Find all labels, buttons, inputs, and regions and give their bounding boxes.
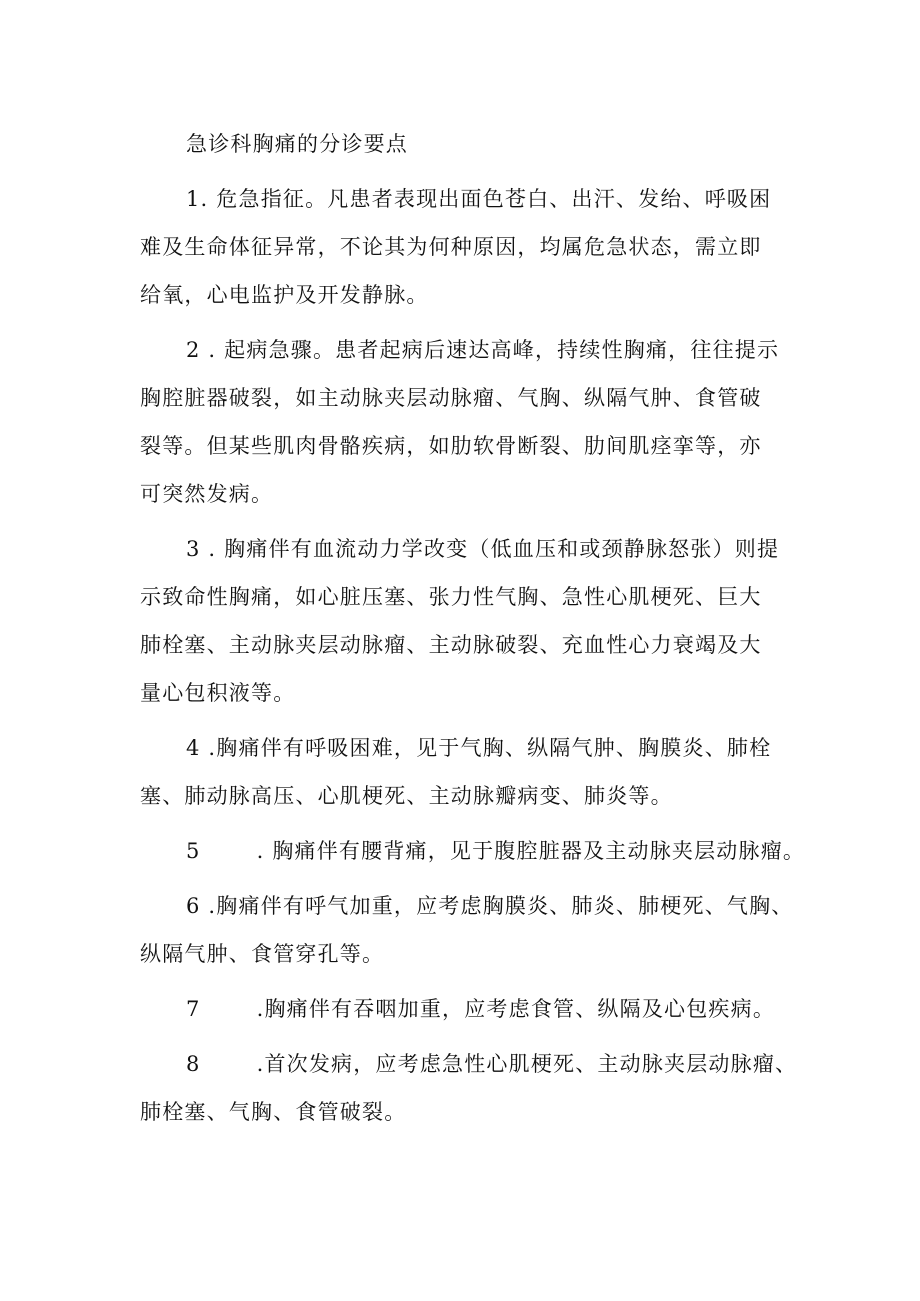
paragraph-line: 给氧，心电监护及开发静脉。 [140,283,429,307]
paragraph-line: 1. 危急指征。凡患者表现出面色苍白、出汗、发绐、呼吸困 [186,187,772,211]
paragraph-2 [140,326,805,518]
paragraph-line: 塞、肺动脉高压、心肌梗死、主动脉瓣病变、肺炎等。 [140,784,673,808]
paragraph-8 [140,1040,805,1136]
paragraph-1 [140,175,805,319]
item-number: 7 [186,997,201,1021]
document-body [140,120,805,1136]
paragraph-line: 肺栓塞、主动脉夹层动脉瘤、主动脉破裂、充血性心力衰竭及大 [140,633,762,657]
paragraph-line: 示致命性胸痛，如心脏压塞、张力性气胸、急性心肌梗死、巨大 [140,585,762,609]
document-title: 急诊科胸痛的分诊要点 [186,132,408,156]
paragraph-4 [140,724,805,820]
paragraph-line: 胸腔脏器破裂，如主动脉夹层动脉瘤、气胸、纵隔气肿、食管破 [140,386,762,410]
paragraph-line: 肺栓塞、气胸、食管破裂。 [140,1100,407,1124]
item-number: 8 [186,1052,201,1076]
paragraph-6 [140,882,805,978]
paragraph-line: 难及生命体征异常，不论其为何种原因，均属危急状态，需立即 [140,235,762,259]
paragraph-line: 纵隔气肿、食管穿孔等。 [140,942,385,966]
paragraph-line [140,985,805,1033]
paragraph-line: 2 . 起病急骤。患者起病后速达高峰，持续性胸痛，往往提示 [186,338,780,362]
paragraph-line [140,827,805,875]
item-number: 5 [186,839,201,863]
paragraph-line: 量心包积液等。 [140,681,296,705]
paragraph-line: 3 . 胸痛伴有血流动力学改变（低血压和或颈静脉怒张）则提 [186,537,780,561]
paragraph-line: 4 .胸痛伴有呼吸困难，见于气胸、纵隔气肿、胸膜炎、肺栓 [186,736,772,760]
item-text: . 胸痛伴有腰背痛，见于腹腔脏器及主动脉夹层动脉瘤。 [256,839,806,863]
paragraph-3 [140,525,805,717]
item-text: .胸痛伴有吞咽加重，应考虑食管、纵隔及心包疾病。 [256,997,776,1021]
paragraph-7 [140,985,805,1033]
paragraph-line: 6 .胸痛伴有呼气加重，应考虑胸膜炎、肺炎、肺梗死、气胸、 [186,894,794,918]
item-text: .首次发病，应考虑急性心肌梗死、主动脉夹层动脉瘤、 [256,1052,798,1076]
paragraph-line [140,1040,805,1088]
paragraph-5 [140,827,805,875]
paragraph-line: 可突然发病。 [140,482,274,506]
paragraph-line: 裂等。但某些肌肉骨骼疾病，如肋软骨断裂、肋间肌痉挛等，亦 [140,434,762,458]
